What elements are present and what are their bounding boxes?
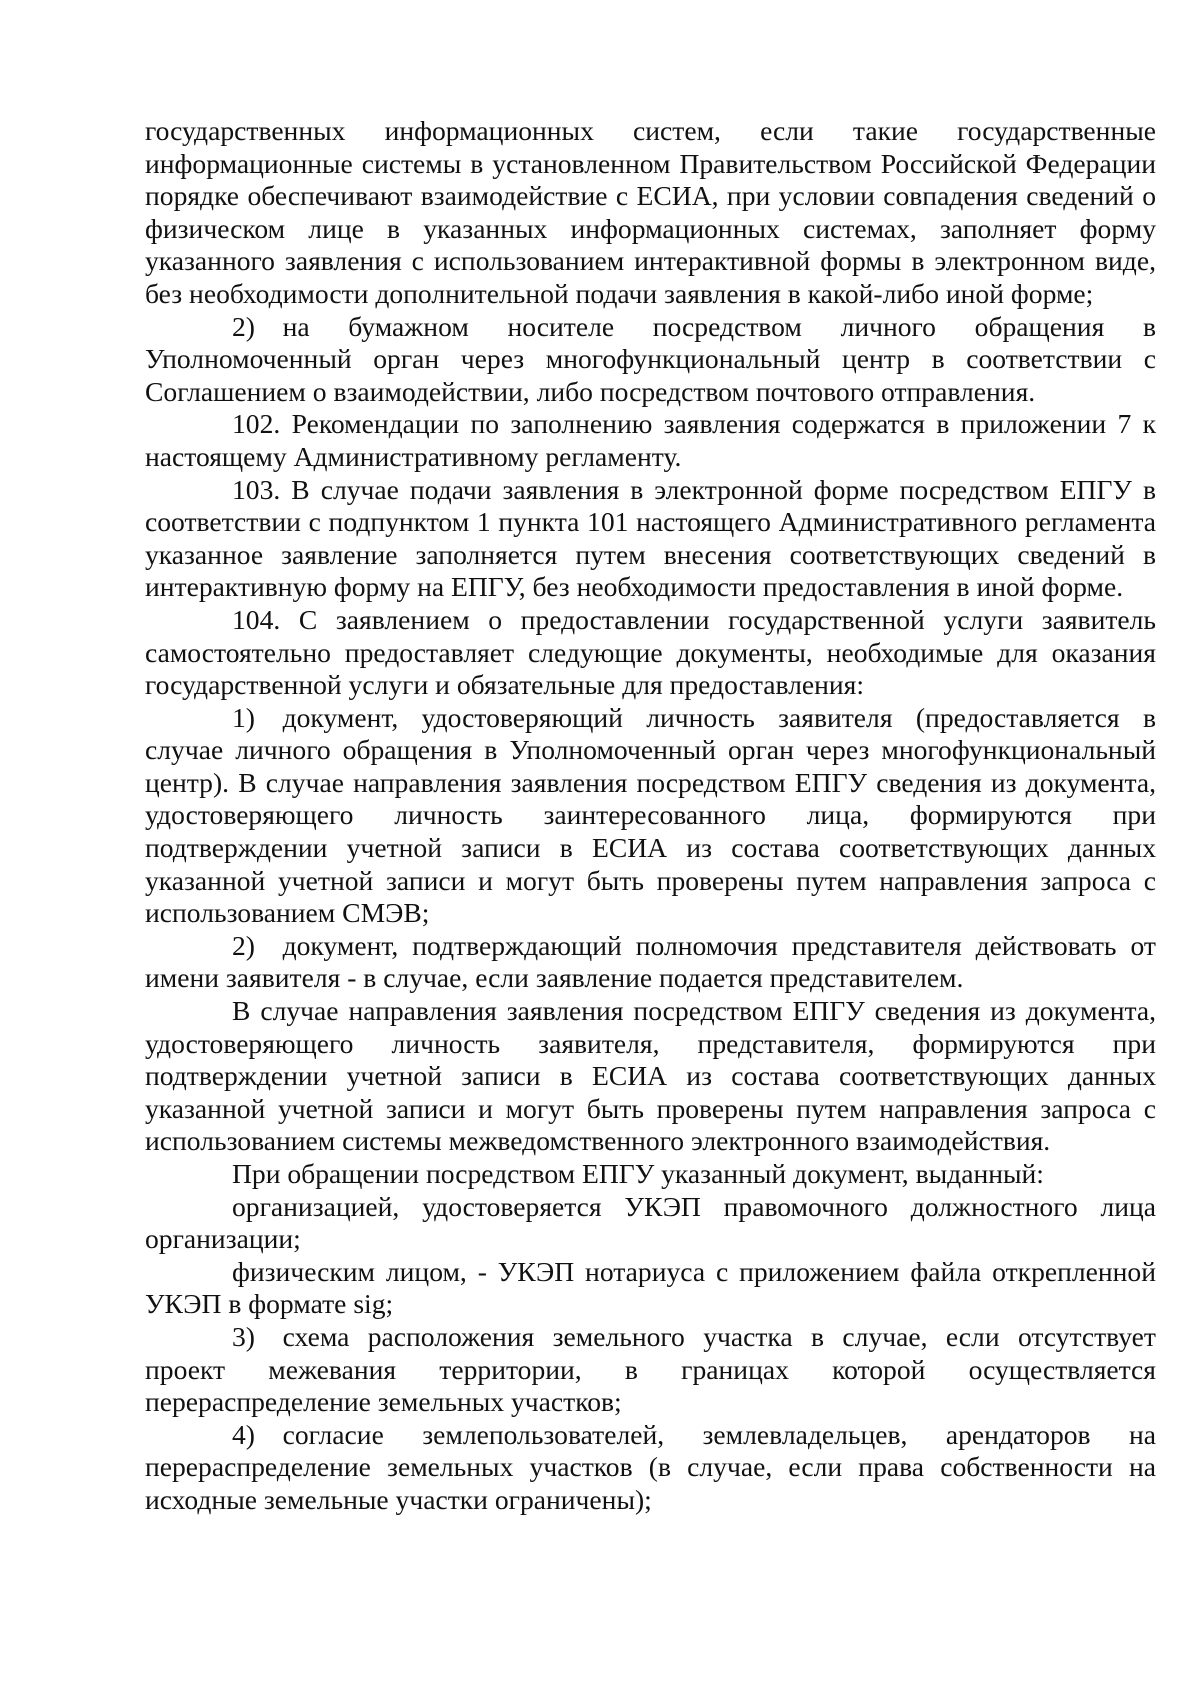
document-page xyxy=(145,115,1156,1517)
paragraph-104-item-4-consent: 4) согласие землепользователей, землевладельцев, арендаторов на перераспределение земельных участков (в случае, если права собственности на исходные земельные участки ограничены); xyxy=(145,1418,1156,1515)
paragraph-104-item-3-land-plot-scheme: 3) схема расположения земельного участка в случае, если отсутствует проект межевания территории, в границах которой осуществляется перераспределение земельных участков; xyxy=(145,1320,1156,1418)
paragraph-104-item-1-identity-document: 1) документ, удостоверяющий личность заявителя (предоставляется в случае личного обращения в Уполномоченный орган через многофункциональный центр). В случае направления заявления посредством ЕПГУ сведения из документа, удостоверяющего личность заинтересованного лица, формируются при подтверждении учетной записи в ЕСИА из состава соответствующих данных указанной учетной записи и могут быть проверены путем направления запроса с использованием СМЭВ; xyxy=(145,701,1156,929)
paragraph-item-2-paper-medium: 2) на бумажном носителе посредством личного обращения в Уполномоченный орган через многофункциональный центр в соответствии с Соглашением о взаимодействии, либо посредством почтового отправления. xyxy=(145,310,1156,407)
paragraph-102-recommendations: 102. Рекомендации по заполнению заявления содержатся в приложении 7 к настоящему Административному регламенту. xyxy=(145,408,1156,472)
paragraph-continuation-information-systems: государственных информационных систем, если такие государственные информационные системы в установленном Правительством Российской Федерации порядке обеспечивают взаимодействие с ЕСИА, при условии совпадения сведений о физическом лице в указанных информационных системах, заполняет форму указанного заявления с использованием интерактивной формы в электронном виде, без необходимости дополнительной подачи заявления в какой-либо иной форме; xyxy=(145,115,1156,309)
paragraph-organization-ukep: организацией, удостоверяется УКЭП правомочного должностного лица организации; xyxy=(145,1190,1156,1255)
paragraph-104-item-2-representative-authority: 2) документ, подтверждающий полномочия представителя действовать от имени заявителя - в случае, если заявление подается представителем. xyxy=(145,929,1156,994)
paragraph-epgu-identity-details: В случае направления заявления посредством ЕПГУ сведения из документа, удостоверяющего личность заявителя, представителя, формируются при подтверждении учетной записи в ЕСИА из состава соответствующих данных указанной учетной записи и могут быть проверены путем направления запроса с использованием системы межведомственного электронного взаимодействия. xyxy=(145,995,1156,1157)
paragraph-individual-notary-ukep: физическим лицом, - УКЭП нотариуса с приложением файла открепленной УКЭП в формате sig; xyxy=(145,1255,1156,1320)
paragraph-103-electronic-form: 103. В случае подачи заявления в электронной форме посредством ЕПГУ в соответствии с подпунктом 1 пункта 101 настоящего Административного регламента указанное заявление заполняется путем внесения соответствующих сведений в интерактивную форму на ЕПГУ, без необходимости предоставления в иной форме. xyxy=(145,473,1156,603)
paragraph-104-required-documents: 104. С заявлением о предоставлении государственной услуги заявитель самостоятельно предоставляет следующие документы, необходимые для оказания государственной услуги и обязательные для предоставления: xyxy=(145,603,1156,701)
paragraph-epgu-document-issued: При обращении посредством ЕПГУ указанный документ, выданный: xyxy=(232,1158,1044,1189)
